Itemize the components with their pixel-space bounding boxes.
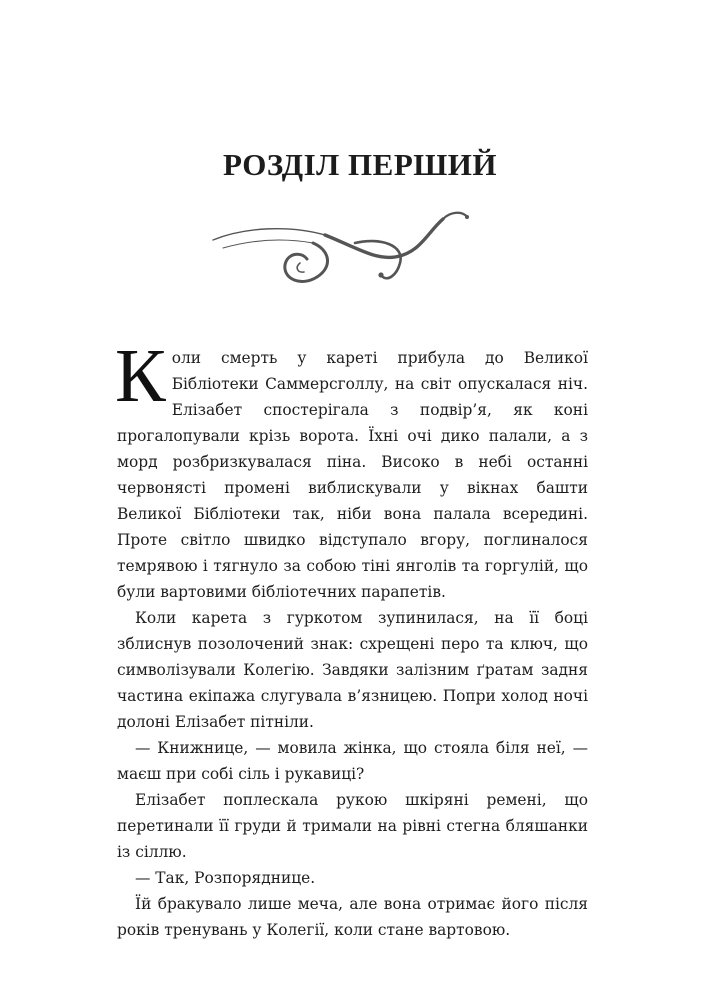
paragraph-1 — [115, 334, 588, 605]
drop-cap: К — [115, 334, 166, 418]
paragraph-1-text: оли смерть у кареті прибула до Великої Бібліотеки Саммерсголлу, на світ опускалася ніч. Елізабет спостерігала з подвір’я, як коні прогалопували крізь ворота. Їхні очі дико палали, а з морд розбризкувалася піна. Високо в небі останні червоняcті промені виблискували у вікнах башти Великої Бібліотеки так, ніби вона палала всередині. Проте світло швидко відступало вгору, поглиналося темрявою і тягнуло за собою тіні янголів та горгулій, що були вартовими бібліотечних парапетів. — [117, 349, 588, 601]
paragraph-6: Їй бракувало лише меча, але вона отримає його після років тренувань у Колегії, коли стане вартовою. — [117, 895, 588, 939]
paragraph-5: — Так, Розпоряднице. — [135, 869, 316, 887]
swirl-flourish-icon — [205, 205, 475, 300]
paragraph-4: Елізабет поплескала рукою шкіряні ремені, що перетинали її груди й тримали на рівні стегна бляшанки із сіллю. — [117, 791, 588, 861]
paragraph-3: — Книжнице, — мовила жінка, що стояла біля неї, — маєш при собі сіль і рукавиці? — [117, 739, 588, 783]
chapter-body — [115, 334, 588, 943]
paragraph-2: Коли карета з гуркотом зупинилася, на її боці зблиснув позолочений знак: схрещені перо та ключ, що символізували Колегію. Завдяки залізним ґратам задня частина екіпажа слугувала в’язницею. Попри холод ночі долоні Елізабет пітніли. — [117, 609, 588, 731]
chapter-title: РОЗДІЛ ПЕРШИЙ — [222, 147, 498, 182]
